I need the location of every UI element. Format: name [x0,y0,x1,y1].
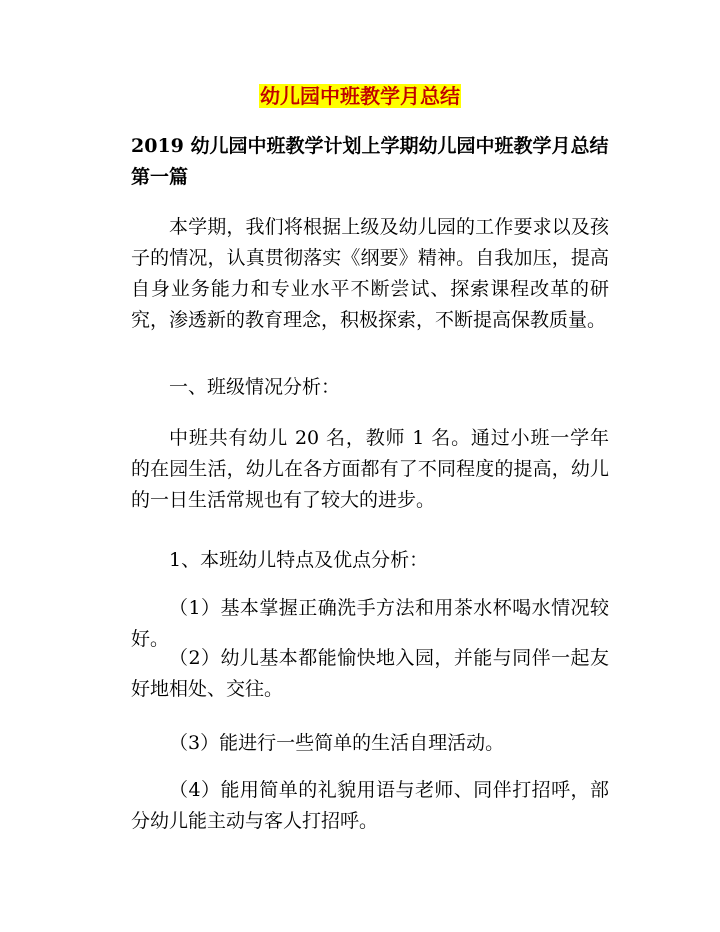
list-item-1: （1）基本掌握正确洗手方法和用茶水杯喝水情况较好。 [131,597,609,650]
paragraph-class-overview: 中班共有幼儿 20 名，教师 1 名。通过小班一学年的在园生活，幼儿在各方面都有了不同程度的提高，幼儿的一日生活常规也有了较大的进步。 [131,427,609,511]
list-item-3: （3）能进行一些简单的生活自理活动。 [169,732,505,754]
list-item-4: （4）能用简单的礼貌用语与老师、同伴打招呼，部分幼儿能主动与客人打招呼。 [131,779,609,832]
section-heading-class-analysis: 一、班级情况分析： [169,376,341,398]
title-container [0,84,720,108]
document-subtitle: 2019 幼儿园中班教学计划上学期幼儿园中班教学月总结第一篇 [131,135,609,188]
list-item-2: （2）幼儿基本都能愉快地入园，并能与同伴一起友好地相处、交往。 [131,647,609,700]
paragraph-intro: 本学期，我们将根据上级及幼儿园的工作要求以及孩子的情况，认真贯彻落实《纲要》精神。自我加压，提高自身业务能力和专业水平不断尝试、探索课程改革的研究，渗透新的教育理念，积极探索，不断提高保教质量。 [131,216,609,331]
document-title: 幼儿园中班教学月总结 [260,84,460,108]
subsection-heading-features: 1、本班幼儿特点及优点分析： [169,549,429,571]
